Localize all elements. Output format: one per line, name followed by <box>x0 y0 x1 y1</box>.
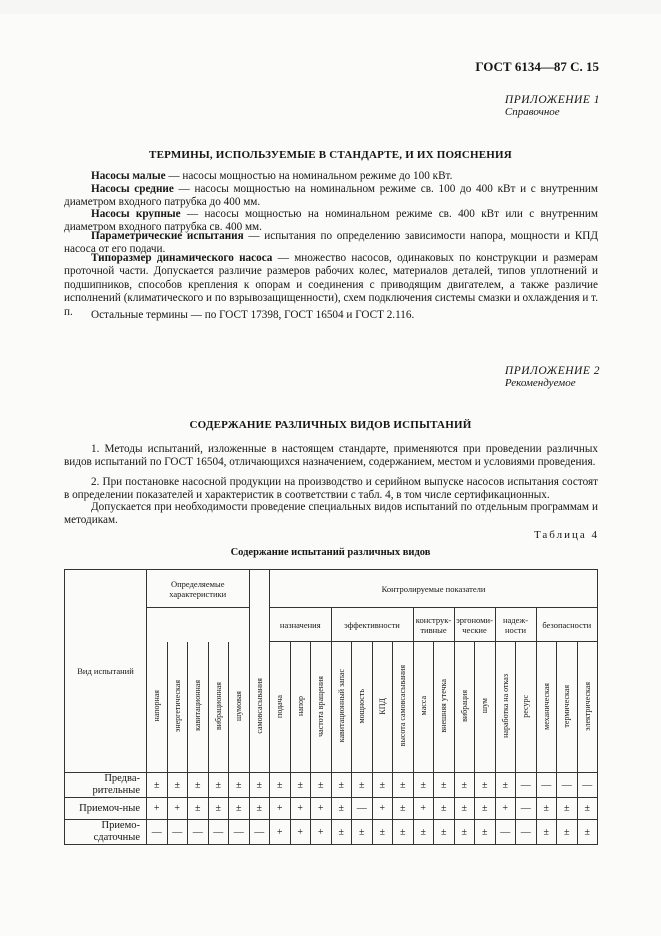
column-header: КПД <box>372 642 393 773</box>
table-cell: — <box>516 773 537 798</box>
appendix-1-label-block <box>505 94 600 118</box>
table-cell: — <box>352 798 373 820</box>
column-header: вибрация <box>454 642 475 773</box>
table-cell: ± <box>188 798 209 820</box>
table-cell: — <box>577 773 598 798</box>
row-kind-label: Приемо-сдаточные <box>65 820 147 845</box>
table-cell: — <box>516 820 537 845</box>
appendix-2-label-block <box>505 365 600 389</box>
table-cell: + <box>311 820 332 845</box>
column-header: частота вращения <box>311 642 332 773</box>
table-cell: ± <box>229 773 250 798</box>
table-cell: ± <box>372 773 393 798</box>
table-row <box>65 798 598 820</box>
table-cell: — <box>208 820 229 845</box>
terms-closing-note: Остальные термины — по ГОСТ 17398, ГОСТ 16504 и ГОСТ 2.116. <box>91 309 415 321</box>
subgroup-ergonomic: эргономи-ческие <box>454 608 495 642</box>
table-cell: + <box>495 798 516 820</box>
table-cell: ± <box>290 773 311 798</box>
column-header: вибрационная <box>208 642 229 773</box>
appendix-1-note: Справочное <box>504 106 560 118</box>
term-definition: — насосы мощностью на номинальном режиме св. 400 кВт или с внутренним диаметром входного патрубка св. 400 мм. <box>64 208 598 234</box>
column-header: кавитационная <box>188 642 209 773</box>
table-cell: ± <box>147 773 168 798</box>
column-header: масса <box>413 642 434 773</box>
subgroup-design: конструк-тивные <box>413 608 454 642</box>
table-cell: ± <box>311 773 332 798</box>
table-cell: ± <box>372 820 393 845</box>
term-definition: — насосы мощностью на номинальном режиме св. 100 до 400 кВт и с внутренним диаметром входного патрубка до 400 мм. <box>64 183 598 209</box>
column-header: подача <box>270 642 291 773</box>
term-name: Насосы средние <box>91 183 174 195</box>
table-cell: ± <box>249 773 270 798</box>
table-cell: + <box>167 798 188 820</box>
table-cell: — <box>229 820 250 845</box>
table-cell: ± <box>454 820 475 845</box>
table-cell: ± <box>393 773 414 798</box>
empty-header-cell <box>249 570 270 608</box>
table-cell: ± <box>475 798 496 820</box>
table-cell: ± <box>331 820 352 845</box>
table-cell: ± <box>475 773 496 798</box>
column-header: термическая <box>557 642 578 773</box>
page-identifier: ГОСТ 6134—87 С. 15 <box>475 59 599 74</box>
table-cell: ± <box>208 798 229 820</box>
table-cell: ± <box>270 773 291 798</box>
table-cell: ± <box>331 773 352 798</box>
table-cell: ± <box>229 798 250 820</box>
table-cell: — <box>516 798 537 820</box>
column-header: шум <box>475 642 496 773</box>
table-cell: ± <box>413 820 434 845</box>
table-cell: + <box>290 798 311 820</box>
table-row <box>65 773 598 798</box>
table-cell: — <box>495 820 516 845</box>
column-header: электрическая <box>577 642 598 773</box>
table-cell: ± <box>393 820 414 845</box>
table-cell: + <box>372 798 393 820</box>
column-header: шумовая <box>229 642 250 773</box>
group-controlled-header: Контролируемые показатели <box>270 570 598 608</box>
subgroup-safety: безопасности <box>536 608 598 642</box>
table-cell: + <box>290 820 311 845</box>
table-cell: ± <box>577 820 598 845</box>
section-2-paragraph-2: 2. При постановке насосной продукции на производство и серийном выпуске насосов испытания состоят в определении показателей и характеристик в соответствии с табл. 4, в том числе сертификационных. <box>64 476 598 502</box>
table-cell: ± <box>577 798 598 820</box>
term-definition: — множество насосов, одинаковых по конструкции и размерам проточной части. Допускается различие размеров рабочих колес, материалов деталей, типов уплотнений и подшипников, способов крепления к опорам и соединения с приводящим двигателем, а также различие исполнений (климатического и по взрывозащищенности), схем подключения системы смазки и охлаждения и т. п. <box>64 252 598 318</box>
subgroup-reliability: надеж-ности <box>495 608 536 642</box>
term-definition: — насосы мощностью на номинальном режиме до 100 кВт. <box>165 170 453 182</box>
term-definition: — испытания по определению зависимости напора, мощности и КПД насоса от его подачи. <box>64 230 598 256</box>
table-cell: ± <box>434 798 455 820</box>
column-header: наработка на отказ <box>495 642 516 773</box>
appendix-2-label: ПРИЛОЖЕНИЕ 2 <box>504 365 600 377</box>
column-header: внешняя утечка <box>434 642 455 773</box>
table-cell: — <box>557 773 578 798</box>
column-header: напор <box>290 642 311 773</box>
table-cell: + <box>413 798 434 820</box>
column-header: кавитационный запас <box>331 642 352 773</box>
table-cell: + <box>147 798 168 820</box>
table-cell: ± <box>495 773 516 798</box>
table-cell: ± <box>413 773 434 798</box>
table-cell: ± <box>167 773 188 798</box>
table-number: Таблица 4 <box>533 529 599 541</box>
table-cell: — <box>249 820 270 845</box>
table-cell: ± <box>454 798 475 820</box>
column-header: ресурс <box>516 642 537 773</box>
table-cell: + <box>270 798 291 820</box>
column-header: высота самовсасывания <box>393 642 414 773</box>
table-cell: ± <box>208 773 229 798</box>
table-cell: ± <box>393 798 414 820</box>
section-2-title: СОДЕРЖАНИЕ РАЗЛИЧНЫХ ВИДОВ ИСПЫТАНИЙ <box>189 419 472 431</box>
table-cell: ± <box>454 773 475 798</box>
table-row <box>65 820 598 845</box>
column-header: механическая <box>536 642 557 773</box>
column-header: напорная <box>147 642 168 773</box>
table-cell: ± <box>352 820 373 845</box>
term-name: Насосы малые <box>91 170 166 182</box>
row-kind-label: Предва-рительные <box>65 773 147 798</box>
table-cell: ± <box>188 773 209 798</box>
table-body <box>65 773 598 845</box>
table-cell: — <box>536 773 557 798</box>
appendix-1-label: ПРИЛОЖЕНИЕ 1 <box>504 94 600 106</box>
term-small-pumps <box>64 170 598 183</box>
table-cell: ± <box>331 798 352 820</box>
table-cell: — <box>167 820 188 845</box>
column-kind-header: Вид испытаний <box>65 570 147 773</box>
table-cell: ± <box>536 820 557 845</box>
table-cell: — <box>147 820 168 845</box>
term-name: Насосы крупные <box>91 208 181 220</box>
table-cell: + <box>270 820 291 845</box>
tests-content-table <box>64 569 598 845</box>
table-cell: ± <box>434 773 455 798</box>
empty-header-cell <box>249 608 270 642</box>
table-cell: ± <box>475 820 496 845</box>
table-title: Содержание испытаний различных видов <box>230 547 431 558</box>
table-cell: ± <box>249 798 270 820</box>
subgroup-purpose: назначения <box>270 608 332 642</box>
table-cell: ± <box>557 820 578 845</box>
term-name: Типоразмер динамического насоса <box>91 252 273 264</box>
empty-header-cell <box>147 608 250 642</box>
column-header: самовсасывания <box>249 642 270 773</box>
column-header: энергетическая <box>167 642 188 773</box>
page-top-strip <box>0 0 661 14</box>
table-cell: + <box>311 798 332 820</box>
group-determined-header: Определяемые характеристики <box>147 570 250 608</box>
term-medium-pumps <box>64 183 598 210</box>
section-2-paragraph-3: Допускается при необходимости проведение специальных видов испытаний по отдельным программам и методикам. <box>64 501 598 527</box>
table-cell: ± <box>434 820 455 845</box>
column-header: мощность <box>352 642 373 773</box>
table-cell: ± <box>352 773 373 798</box>
table-cell: — <box>188 820 209 845</box>
section-2-paragraph-1: 1. Методы испытаний, изложенные в настоящем стандарте, применяются при проведении различных видов испытаний по ГОСТ 16504, отличающихся назначением, содержанием, местом и условиями проведения. <box>64 443 598 469</box>
term-name: Параметрические испытания <box>91 230 244 242</box>
section-1-title: ТЕРМИНЫ, ИСПОЛЬЗУЕМЫЕ В СТАНДАРТЕ, И ИХ ПОЯСНЕНИЯ <box>149 149 512 161</box>
appendix-2-note: Рекомендуемое <box>504 377 576 389</box>
subgroup-efficiency: эффективности <box>331 608 413 642</box>
table-cell: ± <box>536 798 557 820</box>
table-cell: ± <box>557 798 578 820</box>
row-kind-label: Приемоч-ные <box>65 798 147 820</box>
